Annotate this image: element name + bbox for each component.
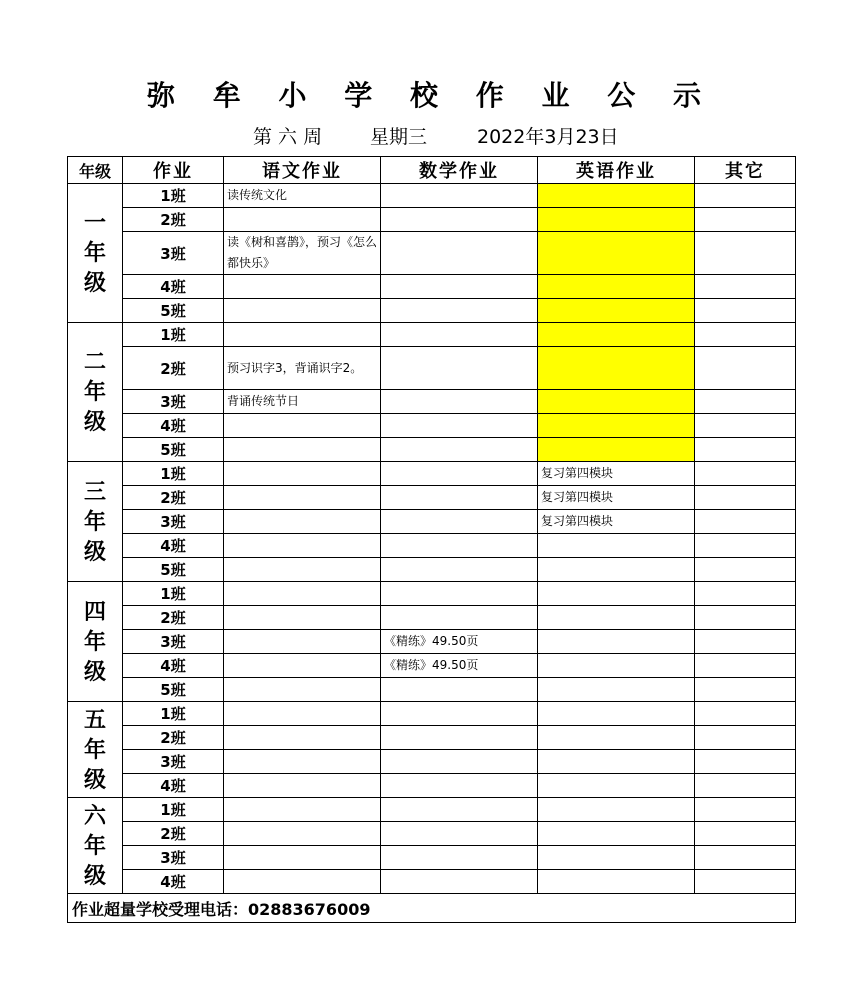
chinese-cell [224, 654, 381, 678]
chinese-cell [224, 299, 381, 323]
chinese-cell [224, 323, 381, 347]
table-row [68, 558, 796, 582]
other-cell [695, 750, 796, 774]
grade-label [68, 184, 123, 323]
math-cell [381, 774, 538, 798]
other-cell [695, 347, 796, 390]
grade-label [68, 702, 123, 798]
english-cell [538, 654, 695, 678]
english-cell [538, 750, 695, 774]
table-row [68, 438, 796, 462]
math-cell [381, 486, 538, 510]
class-cell: 2班 [123, 726, 224, 750]
chinese-cell [224, 534, 381, 558]
math-cell [381, 558, 538, 582]
english-cell [538, 414, 695, 438]
grade-label-char: 三 [83, 478, 106, 505]
math-cell [381, 275, 538, 299]
math-cell [381, 846, 538, 870]
chinese-cell [224, 486, 381, 510]
english-cell [538, 606, 695, 630]
header-chinese: 语文作业 [224, 157, 381, 184]
grade-label-char: 级 [83, 538, 106, 565]
class-cell: 4班 [123, 654, 224, 678]
english-cell [538, 275, 695, 299]
complaint-phone: 作业超量学校受理电话：02883676009 [68, 894, 796, 923]
chinese-cell [224, 582, 381, 606]
math-cell [381, 414, 538, 438]
other-cell [695, 510, 796, 534]
other-cell [695, 232, 796, 275]
english-cell [538, 774, 695, 798]
math-cell [381, 390, 538, 414]
chinese-cell [224, 630, 381, 654]
other-cell [695, 870, 796, 894]
math-cell [381, 582, 538, 606]
math-cell [381, 822, 538, 846]
chinese-cell [224, 822, 381, 846]
class-cell: 3班 [123, 630, 224, 654]
grade-label-char: 年 [83, 832, 106, 859]
class-cell: 1班 [123, 462, 224, 486]
english-cell: 复习第四模块 [538, 462, 695, 486]
chinese-cell [224, 702, 381, 726]
chinese-cell [224, 678, 381, 702]
math-cell [381, 232, 538, 275]
chinese-cell [224, 870, 381, 894]
math-cell [381, 347, 538, 390]
grade-label [68, 323, 123, 462]
table-row [68, 232, 796, 275]
chinese-cell: 预习识字3，背诵识字2。 [224, 347, 381, 390]
page-title: 弥 牟 小 学 校 作 业 公 示 [147, 79, 715, 112]
grade-label-char: 级 [83, 862, 106, 889]
class-cell: 2班 [123, 486, 224, 510]
header-homework: 作业 [123, 157, 224, 184]
table-row [68, 462, 796, 486]
math-cell [381, 323, 538, 347]
other-cell [695, 275, 796, 299]
chinese-cell [224, 462, 381, 486]
grade-label-char: 年 [83, 508, 106, 535]
grade-label-char: 四 [83, 598, 106, 625]
chinese-cell [224, 208, 381, 232]
table-body [68, 184, 796, 894]
class-cell: 4班 [123, 774, 224, 798]
table-row [68, 654, 796, 678]
math-cell [381, 299, 538, 323]
table-row [68, 606, 796, 630]
class-cell: 5班 [123, 678, 224, 702]
other-cell [695, 702, 796, 726]
table-row [68, 582, 796, 606]
grade-label-char: 年 [83, 628, 106, 655]
english-cell [538, 232, 695, 275]
english-cell [538, 678, 695, 702]
class-cell: 2班 [123, 606, 224, 630]
chinese-cell [224, 798, 381, 822]
english-cell [538, 390, 695, 414]
chinese-cell [224, 846, 381, 870]
other-cell [695, 534, 796, 558]
english-cell: 复习第四模块 [538, 510, 695, 534]
grade-label-char: 级 [83, 658, 106, 685]
math-cell [381, 702, 538, 726]
day-label: 星期三 [370, 126, 428, 148]
class-cell: 5班 [123, 558, 224, 582]
grade-label-char: 一 [83, 210, 106, 236]
math-cell [381, 606, 538, 630]
english-cell [538, 299, 695, 323]
other-cell [695, 299, 796, 323]
class-cell: 3班 [123, 846, 224, 870]
grade-label-char: 级 [83, 766, 106, 793]
chinese-cell [224, 510, 381, 534]
english-cell [538, 438, 695, 462]
chinese-cell [224, 606, 381, 630]
class-cell: 3班 [123, 232, 224, 275]
math-cell [381, 438, 538, 462]
header-math: 数学作业 [381, 157, 538, 184]
chinese-cell: 背诵传统节日 [224, 390, 381, 414]
table-row [68, 630, 796, 654]
class-cell: 3班 [123, 750, 224, 774]
chinese-cell [224, 414, 381, 438]
english-cell: 复习第四模块 [538, 486, 695, 510]
table-row [68, 390, 796, 414]
other-cell [695, 606, 796, 630]
math-cell [381, 510, 538, 534]
english-cell [538, 347, 695, 390]
class-cell: 1班 [123, 323, 224, 347]
math-cell [381, 462, 538, 486]
english-cell [538, 870, 695, 894]
english-cell [538, 798, 695, 822]
subtitle [0, 122, 862, 152]
table-row [68, 798, 796, 822]
grade-label-char: 六 [83, 802, 106, 829]
other-cell [695, 462, 796, 486]
math-cell [381, 798, 538, 822]
table-row [68, 414, 796, 438]
chinese-cell [224, 438, 381, 462]
other-cell [695, 438, 796, 462]
grade-label-char: 五 [83, 706, 106, 733]
table-row [68, 323, 796, 347]
grade-label-char: 年 [83, 379, 106, 405]
chinese-cell: 读传统文化 [224, 184, 381, 208]
math-cell: 《精练》49.50页 [381, 654, 538, 678]
grade-label-char: 年 [83, 736, 106, 763]
other-cell [695, 846, 796, 870]
math-cell [381, 534, 538, 558]
english-cell [538, 726, 695, 750]
class-cell: 1班 [123, 702, 224, 726]
english-cell [538, 208, 695, 232]
table-row [68, 534, 796, 558]
class-cell: 3班 [123, 510, 224, 534]
other-cell [695, 208, 796, 232]
chinese-cell [224, 726, 381, 750]
class-cell: 4班 [123, 414, 224, 438]
math-cell [381, 184, 538, 208]
week-label: 第 六 周 [253, 126, 323, 148]
other-cell [695, 486, 796, 510]
table-row [68, 774, 796, 798]
table-row [68, 510, 796, 534]
table-row [68, 678, 796, 702]
other-cell [695, 798, 796, 822]
homework-table [67, 156, 796, 923]
header-grade: 年级 [68, 157, 123, 184]
math-cell [381, 678, 538, 702]
english-cell [538, 184, 695, 208]
table-row [68, 208, 796, 232]
grade-label-char: 级 [83, 270, 106, 296]
other-cell [695, 390, 796, 414]
math-cell [381, 870, 538, 894]
other-cell [695, 184, 796, 208]
header-english: 英语作业 [538, 157, 695, 184]
math-cell [381, 726, 538, 750]
english-cell [538, 323, 695, 347]
header-other: 其它 [695, 157, 796, 184]
math-cell: 《精练》49.50页 [381, 630, 538, 654]
other-cell [695, 822, 796, 846]
class-cell: 5班 [123, 438, 224, 462]
other-cell [695, 323, 796, 347]
date-label: 2022年3月23日 [477, 126, 619, 148]
grade-label-char: 二 [83, 349, 106, 375]
class-cell: 4班 [123, 275, 224, 299]
grade-label-char: 级 [83, 409, 106, 435]
table-row [68, 347, 796, 390]
other-cell [695, 678, 796, 702]
header-row [68, 157, 796, 184]
table-row [68, 702, 796, 726]
chinese-cell [224, 774, 381, 798]
class-cell: 4班 [123, 534, 224, 558]
class-cell: 1班 [123, 798, 224, 822]
class-cell: 2班 [123, 822, 224, 846]
table-row [68, 486, 796, 510]
other-cell [695, 414, 796, 438]
table-row [68, 275, 796, 299]
math-cell [381, 750, 538, 774]
chinese-cell [224, 275, 381, 299]
english-cell [538, 582, 695, 606]
english-cell [538, 702, 695, 726]
class-cell: 5班 [123, 299, 224, 323]
class-cell: 1班 [123, 582, 224, 606]
class-cell: 2班 [123, 347, 224, 390]
english-cell [538, 558, 695, 582]
grade-label [68, 798, 123, 894]
footer-row [68, 894, 796, 923]
other-cell [695, 726, 796, 750]
table-row [68, 299, 796, 323]
english-cell [538, 630, 695, 654]
grade-label [68, 582, 123, 702]
other-cell [695, 630, 796, 654]
english-cell [538, 534, 695, 558]
class-cell: 2班 [123, 208, 224, 232]
table-row [68, 750, 796, 774]
other-cell [695, 774, 796, 798]
other-cell [695, 582, 796, 606]
table-row [68, 726, 796, 750]
table-row [68, 870, 796, 894]
table-row [68, 184, 796, 208]
class-cell: 1班 [123, 184, 224, 208]
english-cell [538, 822, 695, 846]
table-row [68, 846, 796, 870]
table-row [68, 822, 796, 846]
math-cell [381, 208, 538, 232]
grade-label [68, 462, 123, 582]
chinese-cell [224, 558, 381, 582]
class-cell: 4班 [123, 870, 224, 894]
class-cell: 3班 [123, 390, 224, 414]
other-cell [695, 654, 796, 678]
chinese-cell: 读《树和喜鹊》，预习《怎么都快乐》 [224, 232, 381, 275]
other-cell [695, 558, 796, 582]
grade-label-char: 年 [83, 240, 106, 266]
chinese-cell [224, 750, 381, 774]
english-cell [538, 846, 695, 870]
